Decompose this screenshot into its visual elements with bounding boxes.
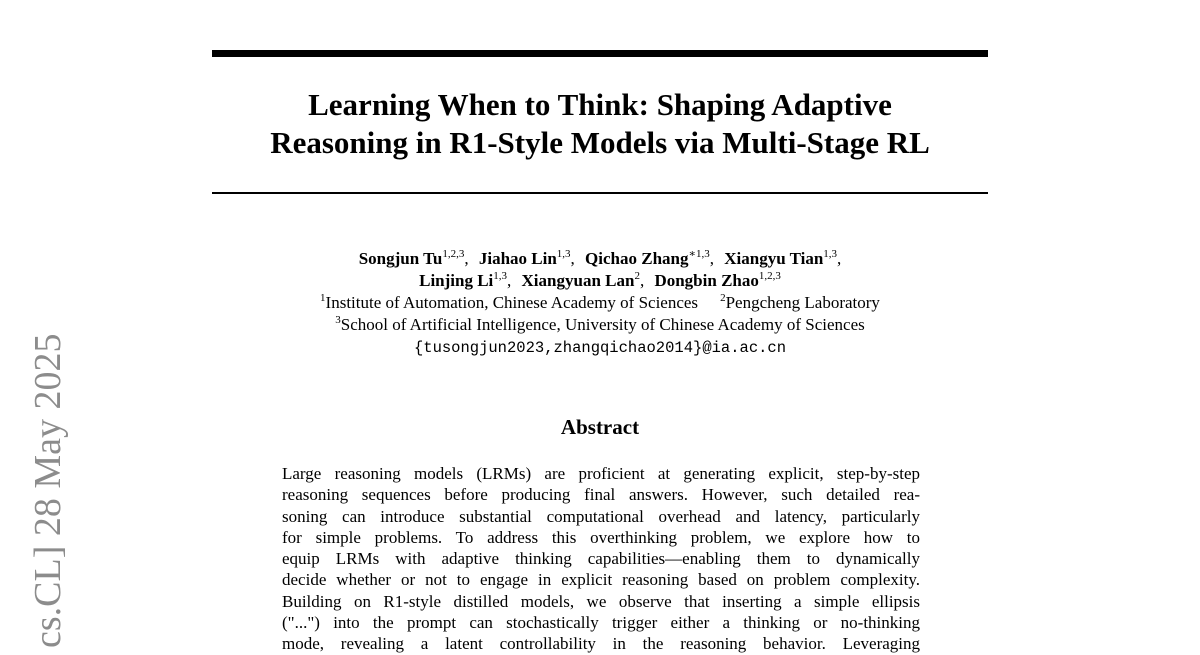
title-line-1: Learning When to Think: Shaping Adaptive xyxy=(308,87,892,122)
arxiv-watermark: cs.CL] 28 May 2025 xyxy=(27,333,69,648)
paper-title xyxy=(212,86,988,162)
title-line-2: Reasoning in R1-Style Models via Multi-Stage RL xyxy=(270,125,930,160)
abstract-body xyxy=(282,463,920,655)
title-bottom-rule xyxy=(212,192,988,194)
title-top-rule xyxy=(212,50,988,57)
abstract-line: equip LRMs with adaptive thinking capabilities—enabling them to dynamically xyxy=(282,549,920,569)
author-email[interactable]: {tusongjun2023,zhangqichao2014}@ia.ac.cn xyxy=(413,339,787,357)
abstract-line: for simple problems. To address this overthinking problem, we explore how to xyxy=(282,527,920,547)
abstract-line: Large reasoning models (LRMs) are proficient at generating explicit, step-by-step xyxy=(282,464,920,483)
abstract-line: reasoning sequences before producing final answers. However, such detailed rea- xyxy=(282,485,920,505)
author-name: Xiangyu Tian$^{1,3}$ xyxy=(724,248,838,268)
author-name: Songjun Tu$^{1,2,3}$ xyxy=(358,248,465,268)
author-row-1: Songjun Tu$^{1,2,3}$, Jiahao Lin$^{1,3}$, Qichao Zhang$^{∗1,3}$, Xiangyu Tian$^{1,3}$, xyxy=(358,248,842,268)
abstract-heading: Abstract xyxy=(560,415,640,439)
affiliation-row-1 xyxy=(212,292,988,314)
author-name: Qichao Zhang$^{∗1,3}$ xyxy=(585,248,710,268)
author-name: Xiangyuan Lan$^2$ xyxy=(521,270,640,290)
author-name: Dongbin Zhao$^{1,2,3}$ xyxy=(654,270,781,290)
email-row xyxy=(212,336,988,359)
abstract-line: decide whether or not to engage in explicit reasoning based on problem complexity. xyxy=(282,570,920,590)
abstract-line: Building on R1-style distilled models, we observe that inserting a simple ellipsis xyxy=(282,591,920,611)
abstract-line: mode, revealing a latent controllability in the reasoning behavior. Leveraging xyxy=(282,634,920,654)
author-name: Linjing Li$^{1,3}$ xyxy=(419,270,508,290)
abstract-line: ("...") into the prompt can stochastically trigger either a thinking or no-thinking xyxy=(282,613,920,633)
affiliation-row-2 xyxy=(212,314,988,336)
abstract-line: soning can introduce substantial computational overhead and latency, particularly xyxy=(282,506,920,526)
affiliation: $^2$Pengcheng Laboratory xyxy=(720,292,880,312)
author-block xyxy=(212,248,988,359)
affiliation: $^1$Institute of Automation, Chinese Academy of Sciences xyxy=(320,292,699,312)
author-row-2: Linjing Li$^{1,3}$, Xiangyuan Lan$^2$, Dongbin Zhao$^{1,2,3}$ xyxy=(419,270,781,290)
author-name: Jiahao Lin$^{1,3}$ xyxy=(478,248,571,268)
affiliation: $^3$School of Artificial Intelligence, University of Chinese Academy of Sciences xyxy=(335,314,865,334)
